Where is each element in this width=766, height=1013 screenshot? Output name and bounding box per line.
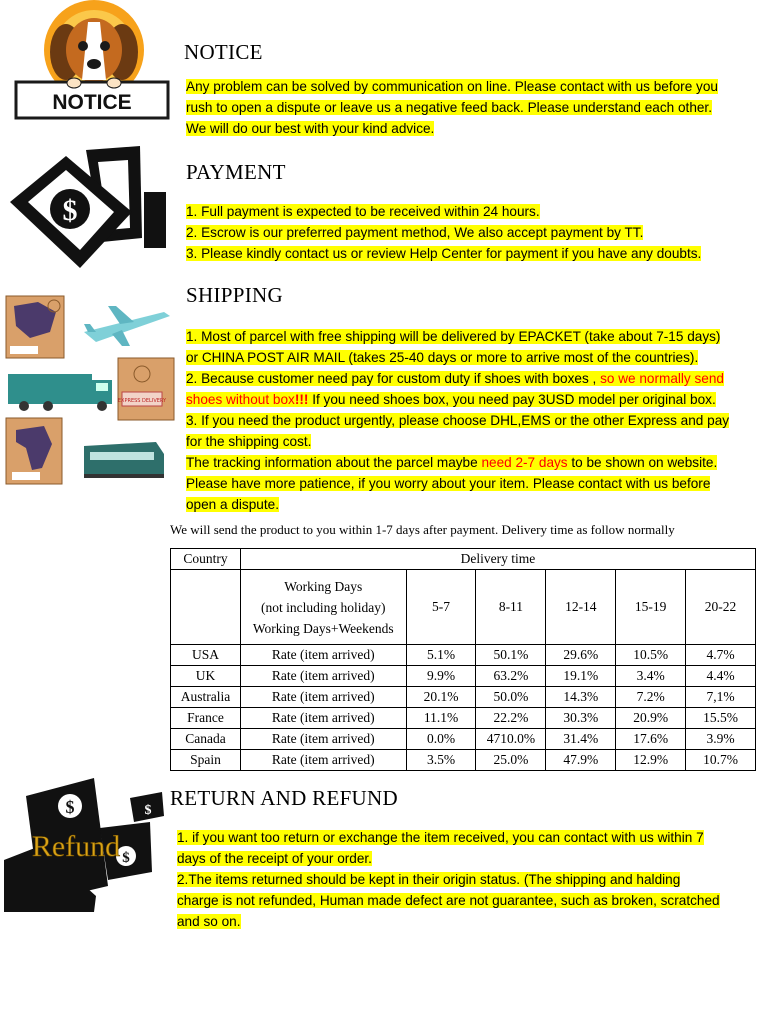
express-box-label: EXPRESS DELIVERY <box>117 398 167 404</box>
refund-illustration <box>4 776 166 916</box>
rate-cell: 50.1% <box>476 645 546 666</box>
parcel-box-africa-icon <box>6 418 62 484</box>
shipping-line: Please have more patience, if you worry about your item. Please contact with us before <box>186 476 711 491</box>
refund-money-icon <box>4 776 166 916</box>
express-box-icon <box>118 358 174 420</box>
rate-label-cell: Rate (item arrived) <box>240 687 406 708</box>
table-row <box>171 666 756 687</box>
refund-line: 1. if you want too return or exchange the item received, you can contact with us within 7 <box>177 830 704 845</box>
rate-cell: 3.9% <box>686 729 756 750</box>
refund-icon-label: Refund <box>31 830 121 863</box>
parcel-box-icon <box>6 296 64 358</box>
notice-line: rush to open a dispute or leave us a negative feed back. Please understand each other. <box>186 100 712 115</box>
shipping-red-text: so we normally send <box>600 371 724 386</box>
shipping-line: open a dispute. <box>186 497 279 512</box>
table-row <box>171 729 756 750</box>
shipping-red-text: shoes without box <box>186 392 295 407</box>
notice-text <box>186 76 758 139</box>
svg-text:$: $ <box>62 194 78 227</box>
rate-cell: 15.5% <box>686 708 756 729</box>
rate-cell: 20.9% <box>616 708 686 729</box>
working-days-line: (not including holiday) <box>261 599 386 615</box>
notice-line: Any problem can be solved by communication on line. Please contact with us before you <box>186 79 718 94</box>
table-row <box>171 687 756 708</box>
range-cell: 8-11 <box>476 570 546 645</box>
payment-text <box>186 201 758 264</box>
rate-cell: 3.4% <box>616 666 686 687</box>
dog-notice-icon <box>14 0 174 124</box>
rate-label-cell: Rate (item arrived) <box>240 750 406 771</box>
shipping-line: 1. Most of parcel with free shipping will be delivered by EPACKET (take about 7-15 days) <box>186 329 721 344</box>
rate-cell: 17.6% <box>616 729 686 750</box>
working-days-line: Working Days+Weekends <box>252 620 394 636</box>
svg-text:$: $ <box>144 803 152 818</box>
rate-cell: 12.9% <box>616 750 686 771</box>
empty-cell <box>171 570 241 645</box>
country-cell: Spain <box>171 750 241 771</box>
money-hand-icon <box>6 142 168 274</box>
rate-cell: 25.0% <box>476 750 546 771</box>
rate-cell: 10.5% <box>616 645 686 666</box>
shipping-line: The tracking information about the parcel maybe <box>186 455 482 470</box>
shipping-line: 2. Because customer need pay for custom duty if shoes with boxes , <box>186 371 601 386</box>
rate-cell: 29.6% <box>546 645 616 666</box>
rate-cell: 0.0% <box>406 729 476 750</box>
rate-cell: 63.2% <box>476 666 546 687</box>
rate-cell: 4.7% <box>686 645 756 666</box>
rate-cell: 4710.0% <box>476 729 546 750</box>
shipping-line: 3. If you need the product urgently, please choose DHL,EMS or the other Express and pay <box>186 413 730 428</box>
header-delivery-time: Delivery time <box>240 549 755 570</box>
rate-label-cell: Rate (item arrived) <box>240 708 406 729</box>
notice-badge-text: NOTICE <box>52 91 132 114</box>
refund-line: days of the receipt of your order. <box>177 851 372 866</box>
rate-label-cell: Rate (item arrived) <box>240 666 406 687</box>
shipping-red-exclaim: !!! <box>294 392 309 407</box>
refund-text <box>177 827 737 932</box>
working-days-line: Working Days <box>284 578 363 594</box>
rate-cell: 11.1% <box>406 708 476 729</box>
delivery-table <box>170 548 756 771</box>
delivery-intro: We will send the product to you within 1-7 days after payment. Delivery time as follow normally <box>170 522 675 537</box>
range-cell: 12-14 <box>546 570 616 645</box>
country-cell: USA <box>171 645 241 666</box>
payment-line: 2. Escrow is our preferred payment method, We also accept payment by TT. <box>186 225 644 240</box>
rate-cell: 20.1% <box>406 687 476 708</box>
shipping-illustration <box>4 292 176 492</box>
shipping-icons <box>4 292 176 492</box>
rate-cell: 30.3% <box>546 708 616 729</box>
notice-logo <box>14 0 174 124</box>
rate-cell: 7,1% <box>686 687 756 708</box>
rate-cell: 47.9% <box>546 750 616 771</box>
shipping-line: or CHINA POST AIR MAIL (takes 25-40 days or more to arrive most of the countries). <box>186 350 699 365</box>
rate-cell: 4.4% <box>686 666 756 687</box>
svg-text:$: $ <box>65 797 75 817</box>
train-icon <box>84 442 164 478</box>
payment-title: PAYMENT <box>186 160 286 184</box>
shipping-line: for the shipping cost. <box>186 434 312 449</box>
payment-icon-wrap <box>6 142 168 274</box>
rate-cell: 3.5% <box>406 750 476 771</box>
rate-cell: 50.0% <box>476 687 546 708</box>
range-cell: 20-22 <box>686 570 756 645</box>
notice-title: NOTICE <box>184 40 263 64</box>
table-row <box>171 708 756 729</box>
table-subheader-row <box>171 570 756 645</box>
range-cell: 5-7 <box>406 570 476 645</box>
truck-icon <box>8 374 112 411</box>
rate-cell: 10.7% <box>686 750 756 771</box>
shipping-text <box>186 326 758 515</box>
rate-cell: 19.1% <box>546 666 616 687</box>
header-country: Country <box>171 549 241 570</box>
rate-cell: 22.2% <box>476 708 546 729</box>
country-cell: Australia <box>171 687 241 708</box>
refund-line: and so on. <box>177 914 241 929</box>
rate-cell: 7.2% <box>616 687 686 708</box>
notice-line: We will do our best with your kind advice. <box>186 121 435 136</box>
rate-cell: 5.1% <box>406 645 476 666</box>
svg-text:$: $ <box>122 850 130 866</box>
country-cell: Canada <box>171 729 241 750</box>
rate-cell: 31.4% <box>546 729 616 750</box>
table-row <box>171 645 756 666</box>
table-row <box>171 750 756 771</box>
refund-line: 2.The items returned should be kept in their origin status. (The shipping and halding <box>177 872 681 887</box>
country-cell: UK <box>171 666 241 687</box>
rate-label-cell: Rate (item arrived) <box>240 645 406 666</box>
shipping-title: SHIPPING <box>186 283 283 307</box>
shipping-red-text: need 2-7 days <box>481 455 568 470</box>
table-header-row <box>171 549 756 570</box>
payment-line: 3. Please kindly contact us or review Help Center for payment if you have any doubts. <box>186 246 702 261</box>
rate-label-cell: Rate (item arrived) <box>240 729 406 750</box>
country-cell: France <box>171 708 241 729</box>
rate-cell: 14.3% <box>546 687 616 708</box>
refund-line: charge is not refunded, Human made defect are not guarantee, such as broken, scratched <box>177 893 720 908</box>
airplane-icon <box>84 306 170 346</box>
payment-line: 1. Full payment is expected to be received within 24 hours. <box>186 204 540 219</box>
shipping-line: to be shown on website. <box>567 455 718 470</box>
rate-cell: 9.9% <box>406 666 476 687</box>
working-days-cell <box>240 570 406 645</box>
shipping-line: If you need shoes box, you need pay 3USD model per original box. <box>308 392 716 407</box>
range-cell: 15-19 <box>616 570 686 645</box>
refund-title: RETURN AND REFUND <box>170 786 398 810</box>
